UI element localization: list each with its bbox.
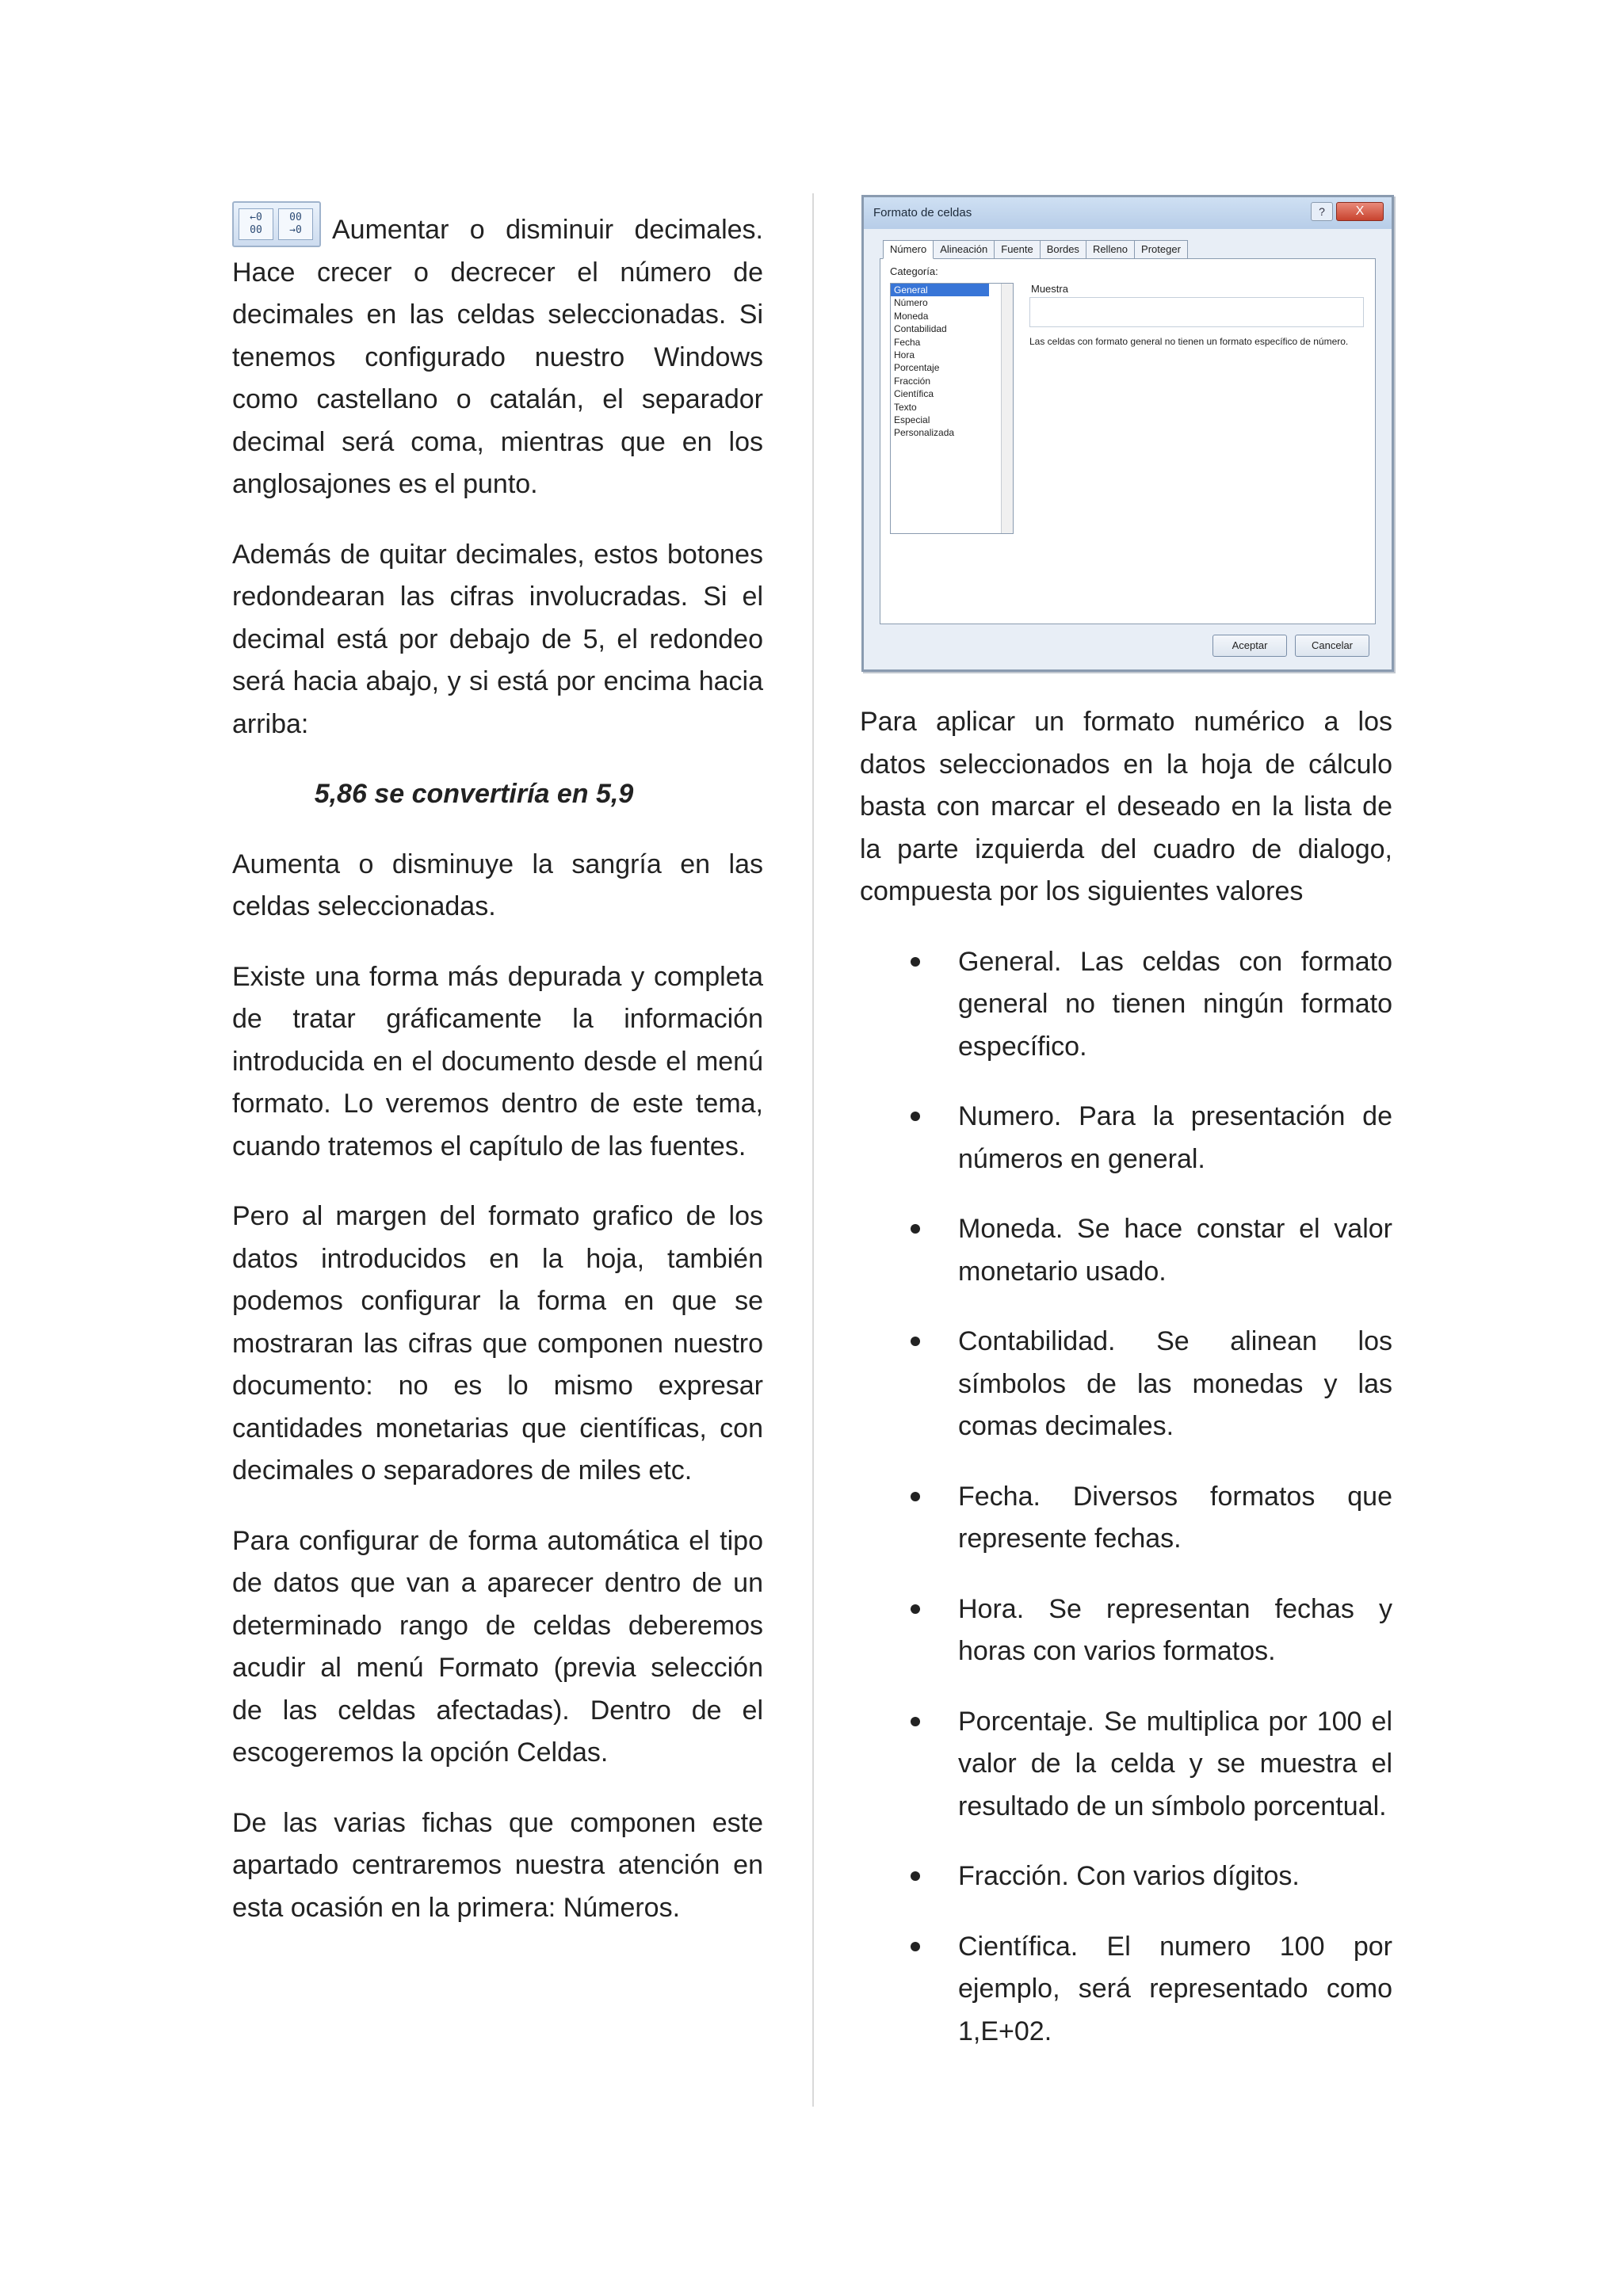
- dialog-title: Formato de celdas: [864, 197, 1392, 229]
- list-item: Contabilidad. Se alinean los símbolos de las monedas y las comas decimales.: [860, 1321, 1392, 1448]
- right-column: [860, 701, 1392, 2081]
- column-divider: [812, 193, 814, 2107]
- category-item-fraccion[interactable]: Fracción: [894, 375, 931, 387]
- list-item: Moneda. Se hace constar el valor monetario usado.: [860, 1208, 1392, 1293]
- paragraph-indent: Aumenta o disminuye la sangría en las celdas seleccionadas.: [232, 849, 763, 921]
- list-item: General. Las celdas con formato general no tienen ningún formato específico.: [860, 941, 1392, 1069]
- ok-button[interactable]: Aceptar: [1212, 635, 1287, 657]
- paragraph-tabs: De las varias fichas que componen este apartado centraremos nuestra atención en esta ocasión en la primera: Números.: [232, 1807, 763, 1923]
- tab-relleno[interactable]: Relleno: [1086, 240, 1135, 259]
- cancel-button[interactable]: Cancelar: [1295, 635, 1369, 657]
- category-item-cientifica[interactable]: Científica: [894, 388, 934, 400]
- list-item: Fracción. Con varios dígitos.: [860, 1855, 1392, 1898]
- category-item-personalizada[interactable]: Personalizada: [894, 427, 955, 439]
- sample-box: [1029, 297, 1364, 327]
- dialog-tabs: [883, 240, 1187, 259]
- decimals-text: Aumentar o disminuir decimales. Hace crecer o decrecer el número de decimales en las celdas seleccionadas. Si tenemos configurado nuestro Windows como castellano o catalán, el separador decimal será coma, mientras que en los anglosajones es el punto.: [232, 215, 763, 499]
- category-list[interactable]: [890, 283, 1014, 534]
- sample-label: Muestra: [1031, 283, 1068, 295]
- paragraph-configure: Para configurar de forma automática el tipo de datos que van a aparecer dentro de un determinado rango de celdas deberemos acudir al menú Formato (previa selección de las celdas afectadas). Dentro de el escogeremos la opción Celdas.: [232, 1525, 763, 1768]
- list-item: Científica. El numero 100 por ejemplo, será representado como 1,E+02.: [860, 1926, 1392, 2054]
- increase-decrease-decimal-icon: [232, 201, 321, 247]
- category-item-hora[interactable]: Hora: [894, 349, 915, 361]
- tab-bordes[interactable]: Bordes: [1040, 240, 1086, 259]
- list-item: Porcentaje. Se multiplica por 100 el valor de la celda y se muestra el resultado de un símbolo porcentual.: [860, 1701, 1392, 1829]
- format-list: [860, 941, 1392, 2054]
- format-cells-dialog: [861, 195, 1394, 672]
- tab-proteger[interactable]: Proteger: [1134, 240, 1188, 259]
- help-button[interactable]: ?: [1311, 202, 1333, 221]
- category-item-texto[interactable]: Texto: [894, 401, 917, 413]
- paragraph-rounding: Además de quitar decimales, estos botones redondearan las cifras involucradas. Si el decimal está por debajo de 5, el redondeo será hacia abajo, y si está por encima hacia arriba:: [232, 539, 763, 739]
- decrease-decimal-icon: 00 →0: [278, 208, 313, 240]
- paragraph-number-display: Pero al margen del formato grafico de los datos introducidos en la hoja, también podemos configurar la forma en que se mostraran las cifras que componen nuestro documento: no es lo mismo expresar cantidades monetarias que científicas, con decimales o separadores de miles etc.: [232, 1201, 763, 1486]
- list-item: Fecha. Diversos formatos que represente fechas.: [860, 1476, 1392, 1561]
- format-description: Las celdas con formato general no tienen un formato específico de número.: [1029, 336, 1349, 347]
- dialog-panel: [880, 258, 1376, 624]
- tab-fuente[interactable]: Fuente: [994, 240, 1040, 259]
- rounding-example: 5,86 se convertiría en 5,9: [314, 779, 634, 809]
- category-item-porcentaje[interactable]: Porcentaje: [894, 362, 940, 374]
- category-item-contabilidad[interactable]: Contabilidad: [894, 323, 947, 335]
- tab-numero[interactable]: Número: [883, 240, 934, 259]
- list-item: Numero. Para la presentación de números en general.: [860, 1096, 1392, 1180]
- paragraph-intro: Para aplicar un formato numérico a los datos seleccionados en la hoja de cálculo basta con marcar el deseado en la lista de la parte izquierda del cuadro de dialogo, compuesta por los siguientes valores: [860, 707, 1392, 906]
- category-item-especial[interactable]: Especial: [894, 414, 930, 426]
- category-item-moneda[interactable]: Moneda: [894, 310, 929, 322]
- category-scrollbar[interactable]: [1001, 284, 1013, 533]
- category-item-general[interactable]: General: [891, 284, 989, 296]
- list-item: Hora. Se representan fechas y horas con varios formatos.: [860, 1589, 1392, 1673]
- paragraph-format-menu: Existe una forma más depurada y completa de tratar gráficamente la información introducida en el documento desde el menú formato. Lo veremos dentro de este tema, cuando tratemos el capítulo de las fuentes.: [232, 961, 763, 1161]
- category-item-numero[interactable]: Número: [894, 297, 928, 309]
- category-item-fecha[interactable]: Fecha: [894, 336, 921, 348]
- tab-alineacion[interactable]: Alineación: [933, 240, 995, 259]
- paragraph-decimals: [232, 209, 763, 506]
- close-button[interactable]: X: [1336, 202, 1384, 221]
- category-label: Categoría:: [890, 265, 938, 277]
- increase-decimal-icon: ←0 00: [239, 208, 273, 240]
- left-column: [232, 209, 763, 1957]
